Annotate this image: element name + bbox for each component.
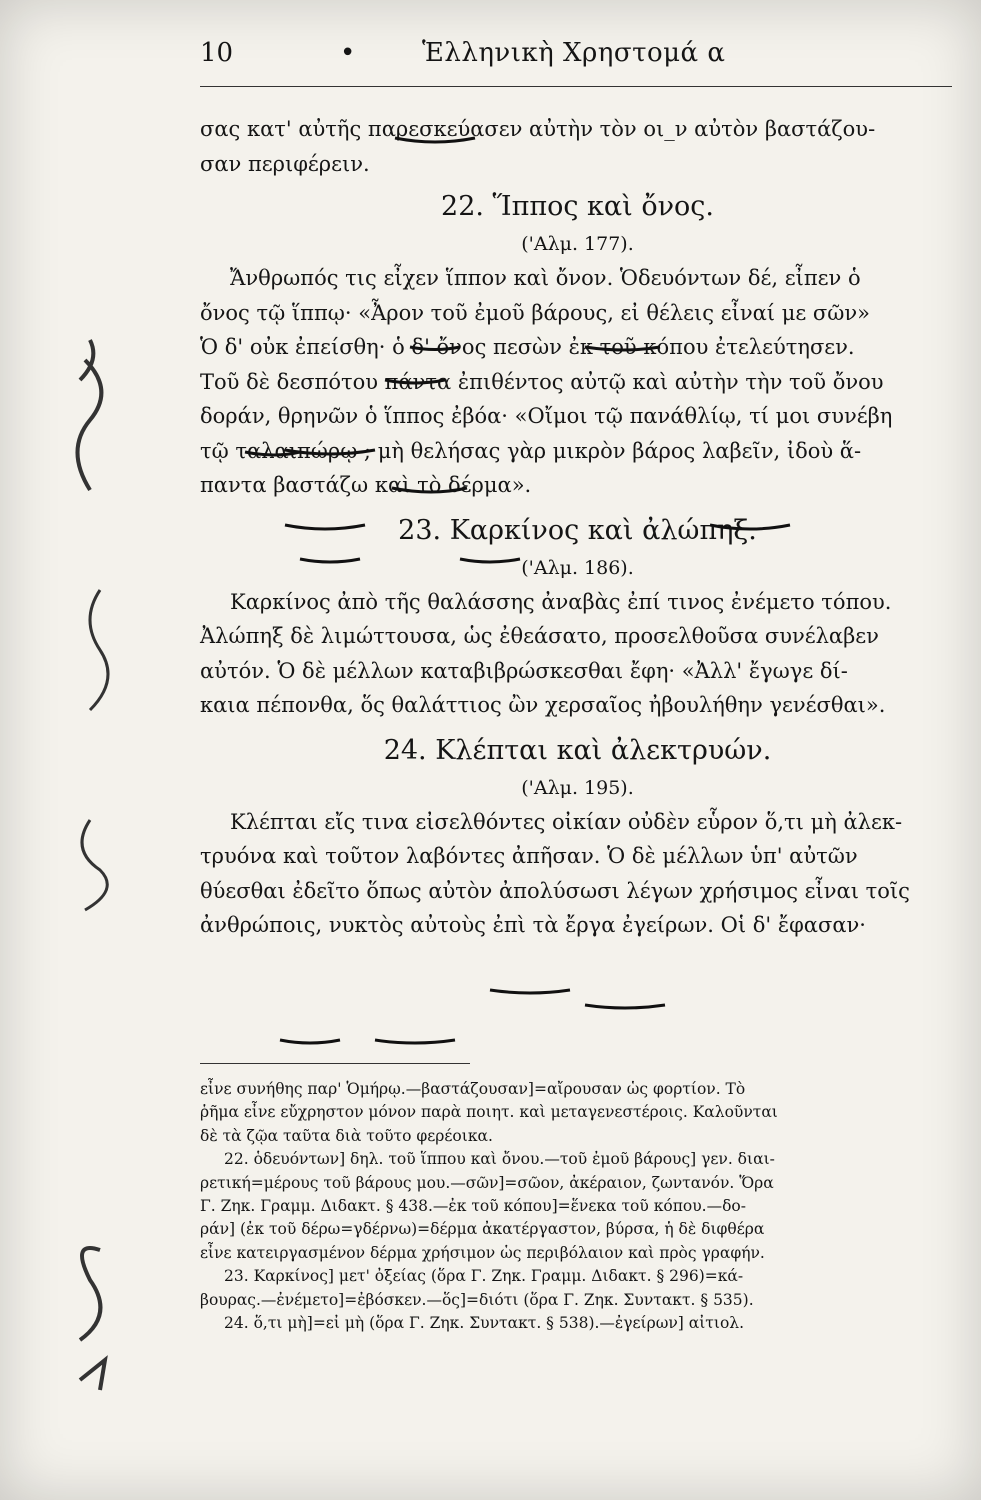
footnote-line: 24. ὅ,τι μὴ]=εἰ μὴ (ὅρα Γ. Ζηκ. Συντακτ. § 538).—ἐγείρων] αἰτιολ. xyxy=(224,1314,745,1333)
fable-22-line: τῷ ταλαιπώρῳ ; μὴ θελήσας γὰρ μικρὸν βάρος λαβεῖν, ἰδοὺ ἅ- xyxy=(200,438,862,463)
footnote-line: Γ. Ζηκ. Γραμμ. Διδακτ. § 438.—ἐκ τοῦ κόπου]=ἕνεκα τοῦ κόπου.—δο- xyxy=(200,1197,746,1216)
fable-22-line: Τοῦ δὲ δεσπότου πάντα ἐπιθέντος αὐτῷ καὶ αὐτὴν τὴν τοῦ ὄνου xyxy=(200,369,884,394)
footnote-line: 22. ὁδευόντων] δηλ. τοῦ ἵππου καὶ ὄνου.—τοῦ ἐμοῦ βάρους] γεν. διαι- xyxy=(224,1150,775,1169)
fable-24-line: ἀνθρώποις, νυκτὸς αὐτοὺς ἐπὶ τὰ ἔργα ἐγείρων. Οἱ δ' ἔφασαν· xyxy=(200,913,866,937)
fable-23-line: Ἀλώπηξ δὲ λιμώττουσα, ὡς ἐθεάσατο, προσελθοῦσα συνέλαβεν xyxy=(200,624,879,648)
fable-24-line: τρυόνα καὶ τοῦτον λαβόντες ἀπῆσαν. Ὁ δὲ μέλλων ὑπ' αὐτῶν xyxy=(200,844,858,868)
fable-22-heading: 22. Ἵππος καὶ ὄνος. xyxy=(441,191,714,222)
fable-23-line: αὐτόν. Ὁ δὲ μέλλων καταβιβρώσκεσθαι ἔφη· «Ἀλλ' ἔγωγε δί- xyxy=(200,658,848,683)
running-title: Ἑλληνικὴ Χρηστομά α xyxy=(422,38,726,68)
footnote-line: δὲ τὰ ζῷα ταῦτα διὰ τοῦτο φερέοικα. xyxy=(200,1126,493,1145)
fable-24-source: ('Αλμ. 195). xyxy=(521,776,634,799)
fable-23-line: Καρκίνος ἀπὸ τῆς θαλάσσης ἀναβὰς ἐπί τινος ἐνέμετο τόπου. xyxy=(230,589,892,614)
fable-23-heading: 23. Καρκίνος καὶ ἀλώπηξ. xyxy=(398,514,757,546)
footnote-line: ῥῆμα εἶνε εὔχρηστον μόνον παρὰ ποιητ. καὶ μεταγενεστέροις. Καλοῦνται xyxy=(200,1103,778,1122)
header-separator: • xyxy=(340,38,356,68)
fable-24-line: θύεσθαι ἐδεῖτο ὅπως αὐτὸν ἀπολύσωσι λέγων χρήσιμος εἶναι τοῖς xyxy=(200,878,910,903)
fable-22-source: ('Αλμ. 177). xyxy=(521,233,634,255)
fable-23-source: ('Αλμ. 186). xyxy=(521,556,634,579)
fable-22-line: παντα βαστάζω καὶ τὸ δέρμα». xyxy=(200,473,532,497)
page-number: 10 xyxy=(200,38,234,68)
footnote-line: εἶνε συνήθης παρ' Ὁμήρῳ.—βαστάζουσαν]=αἴρουσαν ὡς φορτίον. Τὸ xyxy=(200,1080,746,1098)
footnote-line: ράν] (ἐκ τοῦ δέρω=γδέρνω)=δέρμα ἀκατέργαστον, βύρσα, ἡ δὲ διφθέρα xyxy=(200,1220,765,1239)
footnote-line: βουρας.—ἐνέμετο]=ἐβόσκεν.—ὅς]=διότι (ὅρα Γ. Ζηκ. Συντακτ. § 535). xyxy=(200,1290,754,1309)
fable-24-line: Κλέπται εἴς τινα εἰσελθόντες οἰκίαν οὐδὲν εὗρον ὅ,τι μὴ ἀλεκ- xyxy=(230,809,903,834)
fable-22-line: Ὁ δ' οὐκ ἐπείσθη· ὁ δ' ὄνος πεσὼν ἐκ τοῦ κόπου ἐτελεύτησεν. xyxy=(200,335,855,359)
intro-line: σας κατ' αὐτῆς παρεσκεύασεν αὐτὴν τὸν οι_ν αὐτὸν βαστάζου- xyxy=(200,117,876,141)
footnote-line: 23. Καρκίνος] μετ' ὀξείας (ὅρα Γ. Ζηκ. Γραμμ. Διδακτ. § 296)=κά- xyxy=(224,1267,744,1286)
fable-24-heading: 24. Κλέπται καὶ ἀλεκτρυών. xyxy=(383,734,772,766)
footnote-line: ρετική=μέρους τοῦ βάρους μου.—σῶν]=σῶον, ἀκέραιον, ζωντανόν. Ὅρα xyxy=(200,1173,774,1192)
fable-22-line: Ἄνθρωπός τις εἶχεν ἵππον καὶ ὄνον. Ὁδευόντων δέ, εἶπεν ὁ xyxy=(230,266,861,290)
footnote-line: εἶνε κατειργασμένον δέρμα χρήσιμον ὡς περιβόλαιον καὶ πρὸς γραφήν. xyxy=(200,1243,765,1262)
intro-line: σαν περιφέρειν. xyxy=(200,151,370,176)
fable-22-line: ὄνος τῷ ἵππῳ· «Ἆρον τοῦ ἐμοῦ βάρους, εἰ θέλεις εἶναί με σῶν» xyxy=(200,300,870,325)
fable-22-line: δοράν, θρηνῶν ὁ ἵππος ἐβόα· «Οἴμοι τῷ πανάθλίῳ, τί μοι συνέβη xyxy=(200,404,893,428)
fable-23-line: καια πέπονθα, ὅς θαλάττιος ὢν χερσαῖος ἠβουλήθην γενέσθαι». xyxy=(200,693,886,717)
